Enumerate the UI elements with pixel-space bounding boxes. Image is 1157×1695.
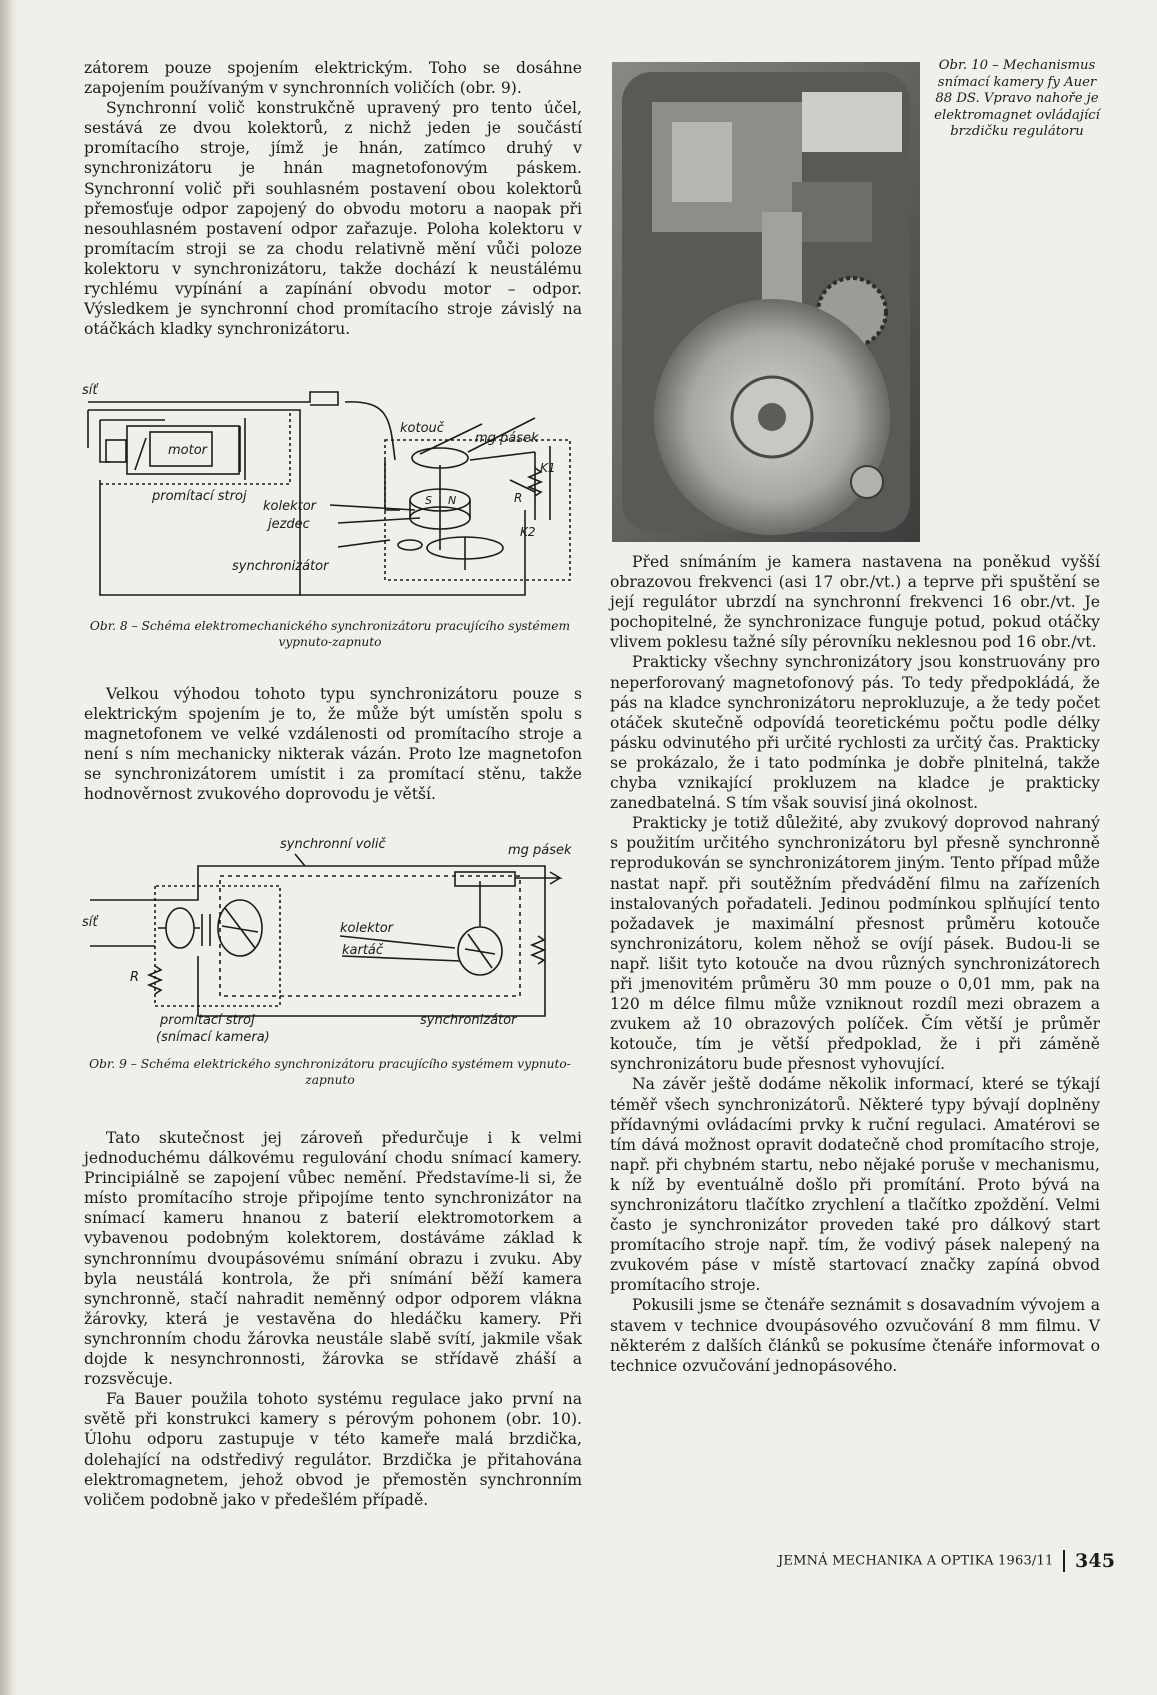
left-text-block-2 bbox=[84, 684, 582, 805]
figure-8-schematic bbox=[80, 380, 580, 610]
fig9-label-synchronni-volic: synchronní volič bbox=[280, 837, 386, 852]
page-number: 345 bbox=[1074, 1550, 1116, 1572]
paragraph: Velkou výhodou tohoto typu synchronizátoru pouze s elektrickým spojením je to, že může být umístěn spolu s magnetofonem ve velké vzdálenosti od promítacího stroje a není s ním mechanicky nikterak vázán. Proto lze magnetofon se synchronizátorem umístit i za promítací stěnu, takže hodnověrnost zvukového doprovodu je větší. bbox=[84, 685, 582, 804]
footer-divider bbox=[1063, 1550, 1065, 1572]
fig8-label-jezdec: jezdec bbox=[268, 517, 310, 532]
fig9-label-sit: síť bbox=[82, 915, 98, 930]
fig8-label-kolektor: kolektor bbox=[263, 499, 317, 514]
paragraph: Pokusili jsme se čtenáře seznámit s dosavadním vývojem a stavem v technice dvoupásového ozvučování 8 mm filmu. V některém z dalších článků se pokusíme čtenáře informovat o technice ozvučování jednopásového. bbox=[610, 1296, 1100, 1375]
fig9-label-kartac: kartáč bbox=[342, 943, 384, 958]
figure-8-caption-text: – Schéma elektromechanického synchronizátoru pracujícího systémem vypnuto-zapnuto bbox=[131, 619, 571, 649]
fig8-label-s: S bbox=[425, 494, 432, 507]
left-text-block-3 bbox=[84, 1128, 582, 1510]
figure-8-caption bbox=[80, 618, 580, 650]
fig8-label-synchronizator: synchronizátor bbox=[232, 559, 329, 574]
fig8-label-k2: K2 bbox=[520, 525, 536, 539]
paragraph: Synchronní volič konstrukčně upravený pro tento účel, sestává ze dvou kolektorů, z nichž jeden je součástí promítacího stroje, jímž je hnán, zatímco druhý v synchronizátoru je hnán magnetofonovým páskem. Synchronní volič při souhlasném postavení obou kolektorů přemosťuje odpor zapojený do obvodu motoru a naopak při nesouhlasném postavení odpor zařazuje. Poloha kolektoru v promítacím stroji se za chodu relativně mění vůči poloze kolektoru v synchronizátoru, takže dochází k neustálému rychlému vypínání a zapínání obvodu motor – odpor. Výsledkem je synchronní chod promítacího stroje závislý na otáčkách kladky synchronizátoru. bbox=[84, 99, 582, 339]
fig9-label-snimaci-kamera: (snímací kamera) bbox=[156, 1030, 270, 1045]
fig8-label-promitaci-stroj: promítací stroj bbox=[152, 489, 247, 504]
fig9-label-kolektor: kolektor bbox=[340, 921, 394, 936]
paragraph: Tato skutečnost jej zároveň předurčuje i k velmi jednoduchému dálkovému regulování chodu snímací kamery. Principiálně se zapojení vůbec nemění. Představíme-li si, že místo promítacího stroje připojíme tento synchronizátor na snímací kameru hnanou z baterií elektromotorkem a vybavenou podobným kolektorem, dostáváme základ k synchronnímu dvoupásovému snímání obrazu i zvuku. Aby byla neustálá kontrola, že při snímání běží kamera synchronně, stačí nahradit neměnný odpor odporem vlákna žárovky, která je vestavěna do hledáčku kamery. Při synchronním chodu žárovka neustále slabě svítí, jakmile však dojde k nesynchronnosti, žárovka se střídavě zháší a rozsvěcuje. bbox=[84, 1129, 582, 1389]
fig8-label-n: N bbox=[448, 494, 457, 507]
figure-8-caption-label: Obr. 8 bbox=[89, 619, 128, 633]
fig8-label-k1: K1 bbox=[540, 461, 556, 475]
page-binding-shadow bbox=[0, 0, 18, 1695]
figure-8 bbox=[80, 380, 580, 650]
fig8-label-mg-pasek: mg pásek bbox=[475, 431, 539, 446]
fig8-label-kotouc: kotouč bbox=[400, 421, 444, 436]
paragraph: Prakticky všechny synchronizátory jsou konstruovány pro neperforovaný magnetofonový pás. To tedy předpokládá, že pás na kladce synchronizátoru neprokluzuje, a že tedy počet otáček skutečně odpovídá teoretickému počtu podle délky pásku odvinutého při určité rychlosti za určitý čas. Prakticky se prokázalo, že i tato podmínka je dobře plnitelná, takže chyba vznikající prokluzem na kladce je prakticky zanedbatelná. S tím však souvisí jiná okolnost. bbox=[610, 653, 1100, 813]
fig9-label-r: R bbox=[130, 970, 140, 985]
right-text-block bbox=[610, 552, 1100, 1376]
paragraph: Fa Bauer použila tohoto systému regulace jako první na světě při konstrukci kamery s pérovým pohonem (obr. 10). Úlohu odporu zastupuje v této kameře malá brzdička, dolehající na odstředivý regulátor. Brzdička je přitahována elektromagnetem, jehož obvod je přemostěn synchronním voličem podobně jako v předešlém případě. bbox=[84, 1390, 582, 1509]
camera-mechanism-illustration bbox=[612, 62, 920, 542]
fig9-label-promitaci-stroj: promítací stroj bbox=[160, 1013, 255, 1028]
paragraph: Před snímáním je kamera nastavena na poněkud vyšší obrazovou frekvenci (asi 17 obr./vt.) a teprve při spuštění se její regulátor ubrzdí na synchronní frekvenci 16 obr./vt. Je pochopitelné, že synchronizace funguje potud, pokud otáčky vlivem poklesu tažné síly pérovníku neklesnou pod 16 obr./vt. bbox=[610, 553, 1100, 652]
fig8-label-r: R bbox=[514, 491, 523, 505]
fig8-label-sit: síť bbox=[82, 383, 98, 398]
figure-10-caption: Obr. 10 – Mechanismus snímací kamery fy Auer 88 DS. Vpravo nahoře je elektromagnet ovládající brzdičku regulátoru bbox=[934, 58, 1100, 139]
figure-9-schematic bbox=[80, 836, 580, 1046]
paragraph: Prakticky je totiž důležité, aby zvukový doprovod nahraný s použitím určitého synchronizátoru byl přesně synchronně reprodukován se synchronizátorem jiným. Tento případ může nastat např. při soutěžním předvádění filmu na zařízeních instalovaných pořadateli. Jedinou podmínkou splňující tento požadavek je maximální přesnost průměru kotouče synchronizátoru, kolem něhož se ovíjí pásek. Budou-li se např. lišit tyto kotouče na dvou různých synchronizátorech při jmenovitém průměru 30 mm pouze o 0,01 mm, pak na 120 m délce filmu může vzniknout rozdíl mezi obrazem a zvukem až 10 obrazových políček. Čím větší je průměr kotouče, tím je větší předpoklad, že i při záměně synchronizátoru bude přesnost vyhovující. bbox=[610, 814, 1100, 1074]
left-text-block-1 bbox=[84, 58, 582, 339]
fig9-label-mg-pasek: mg pásek bbox=[508, 843, 572, 858]
figure-9 bbox=[80, 836, 580, 1088]
paragraph: Na závěr ještě dodáme několik informací, které se týkají téměř všech synchronizátorů. Některé typy bývají doplněny přídavnými ovládacími prvky k ruční regulaci. Amatérovi se tím dává možnost opravit dodatečně chod promítacího stroje, např. při chybném startu, nebo nějaké poruše v mechanismu, k níž by eventuálně došlo při promítání. Proto bývá na synchronizátoru tlačítko zrychlení a tlačítko zpoždění. Velmi často je synchronizátor proveden také pro dálkový start promítacího stroje např. tím, že vodivý pásek nalepený na zvukovém páse v místě startovací značky zapíná obvod promítacího stroje. bbox=[610, 1075, 1100, 1295]
fig9-label-synchronizator: synchronizátor bbox=[420, 1013, 517, 1028]
figure-9-caption-text: – Schéma elektrického synchronizátoru pracujícího systémem vypnuto-zapnuto bbox=[130, 1057, 571, 1087]
figure-9-caption bbox=[80, 1056, 580, 1088]
fig8-label-motor: motor bbox=[168, 443, 208, 458]
page-footer bbox=[778, 1550, 1116, 1572]
paragraph: zátorem pouze spojením elektrickým. Toho se dosáhne zapojením používaným v synchronních voličích (obr. 9). bbox=[84, 59, 582, 98]
camera-mechanism-photo bbox=[612, 62, 920, 542]
journal-name: JEMNÁ MECHANIKA A OPTIKA 1963/11 bbox=[778, 1553, 1054, 1569]
figure-9-caption-label: Obr. 9 bbox=[89, 1057, 127, 1071]
